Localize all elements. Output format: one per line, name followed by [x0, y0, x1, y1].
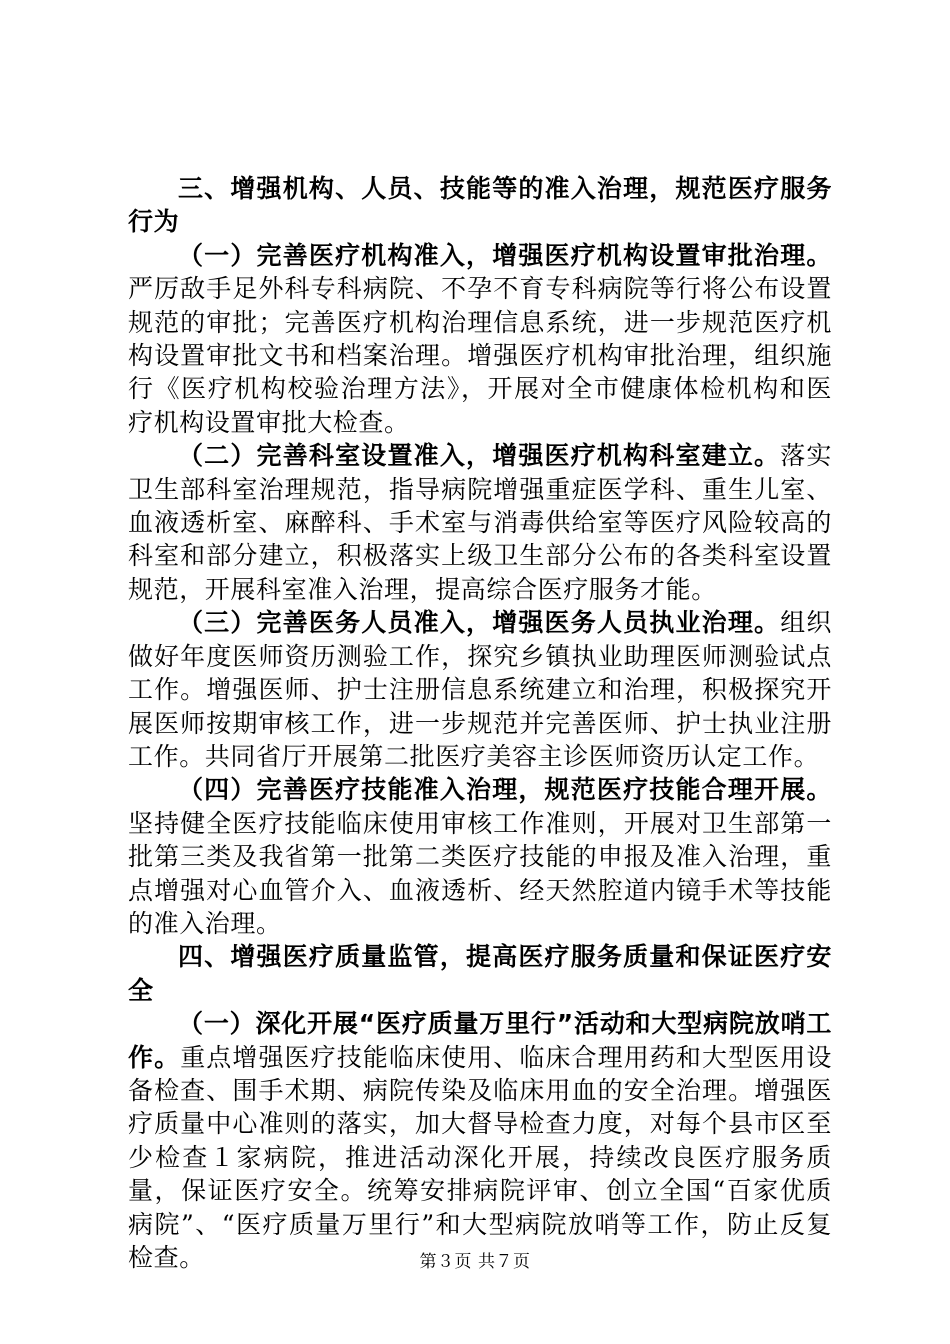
- item-title: （四）完善医疗技能准入治理，规范医疗技能合理开展。: [178, 775, 832, 805]
- section-heading-3: 三、增强机构、人员、技能等的准入治理，规范医疗服务行为: [128, 174, 832, 237]
- item-title: （三）完善医务人员准入，增强医务人员执业治理。: [178, 608, 781, 638]
- item-body: 坚持健全医疗技能临床使用审核工作准则，开展对卫生部第一批第三类及我省第一批第二类医疗技能的申报及准入治理，重点增强对心血管介入、血液透析、经天然腔道内镜手术等技能的准入治理。: [128, 808, 832, 938]
- paragraph-item-3-4: [128, 773, 832, 940]
- item-body: 落实卫生部科室治理规范，指导病院增强重症医学科、重生儿室、血液透析室、麻醉科、手术室与消毒供给室等医疗风险较高的科室和部分建立，积极落实上级卫生部分公布的各类科室设置规范，开展科室准入治理，提高综合医疗服务才能。: [128, 441, 833, 604]
- section-heading-4: 四、增强医疗质量监管，提高医疗服务质量和保证医疗安全: [128, 942, 832, 1005]
- paragraph-item-3-3: [128, 606, 832, 773]
- item-body: 重点增强医疗技能临床使用、临床合理用药和大型医用设备检查、围手术期、病院传染及临床用血的安全治理。增强医疗质量中心准则的落实，加大督导检查力度，对每个县市区至少检查１家病院，推进活动深化开展，持续改良医疗服务质量，保证医疗安全。统筹安排病院评审、创立全国“百家优质病院”、“医疗质量万里行”和大型病院放哨等工作，防止反复检查。: [128, 1042, 832, 1272]
- item-body: 严厉敌手足外科专科病院、不孕不育专科病院等行将公布设置规范的审批；完善医疗机构治理信息系统，进一步规范医疗机构设置审批文书和档案治理。增强医疗机构审批治理，组织施行《医疗机构校验治理方法》，开展对全市健康体检机构和医疗机构设置审批大检查。: [128, 274, 832, 437]
- document-body: [128, 172, 832, 1274]
- page-number-footer: 第３页 共７页: [419, 1252, 531, 1272]
- paragraph-item-3-1: [128, 239, 832, 439]
- item-title: （一）深化开展“医疗质量万里行”活动和大型病院放哨工作。: [128, 1009, 832, 1072]
- item-title: （二）完善科室设置准入，增强医疗机构科室建立。: [178, 441, 781, 471]
- item-title: （一）完善医疗机构准入，增强医疗机构设置审批治理。: [178, 240, 832, 270]
- paragraph-item-4-1: [128, 1007, 832, 1274]
- item-body: 组织做好年度医师资历测验工作，探究乡镇执业助理医师测验试点工作。增强医师、护士注册信息系统建立和治理，积极探究开展医师按期审核工作，进一步规范并完善医师、护士执业注册工作。共同省厅开展第二批医疗美容主诊医师资历认定工作。: [128, 608, 833, 771]
- paragraph-item-3-2: [128, 439, 832, 606]
